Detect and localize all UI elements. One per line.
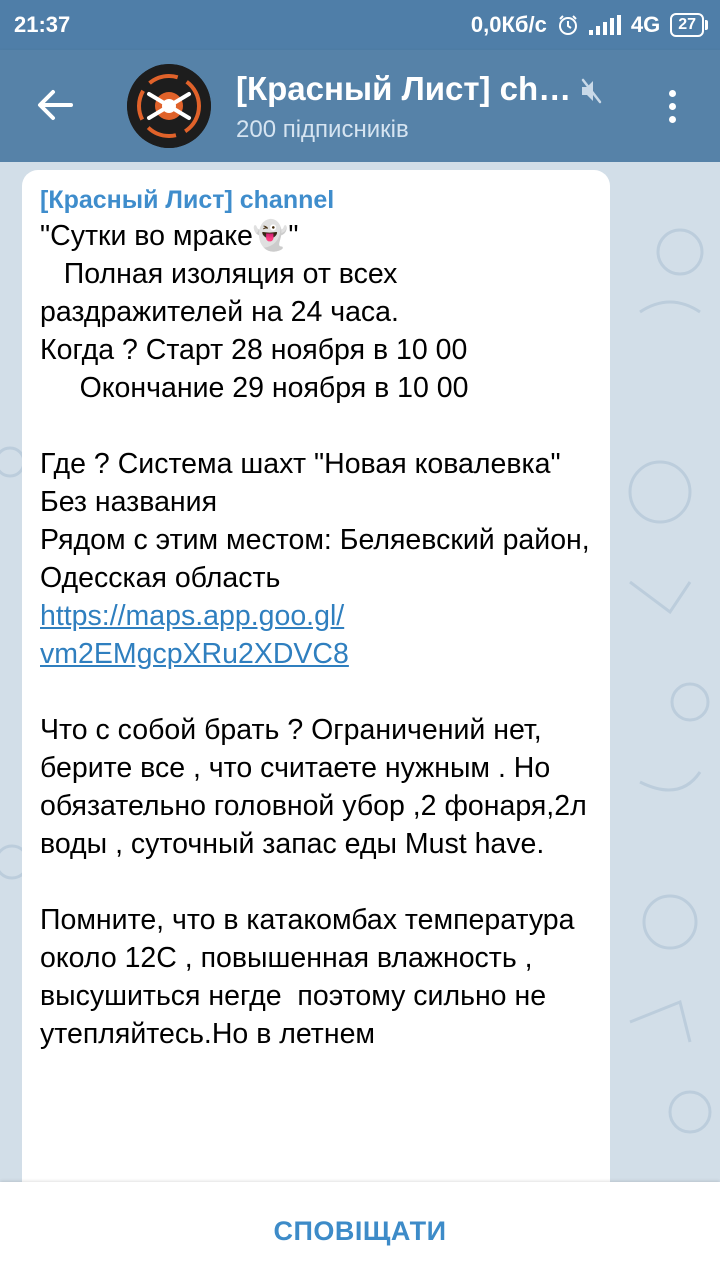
dot-icon bbox=[669, 103, 676, 110]
battery-level: 27 bbox=[678, 16, 696, 33]
maps-link[interactable] bbox=[40, 600, 349, 670]
status-indicators bbox=[471, 12, 704, 38]
message-paragraph-2: Что с собой брать ? Ограничений нет, берите все , что считаете нужным . Но обязательно головной убор ,2 фонаря,2л воды , суточный запас еды Must have. Помните, что в катакомбах температура около 12С , повышенная влажность , высушиться негде поэтому сильно не утепляйтесь.Но в летнем bbox=[40, 714, 587, 1050]
battery-icon bbox=[670, 13, 704, 37]
network-type: 4G bbox=[630, 12, 661, 37]
channel-title[interactable]: [Красный Лист] ch… bbox=[236, 70, 572, 107]
bottom-bar bbox=[0, 1182, 720, 1280]
back-button[interactable] bbox=[30, 80, 80, 130]
arrow-left-icon bbox=[37, 89, 73, 121]
message-bubble[interactable] bbox=[22, 170, 610, 1270]
maps-link-part-2: vm2EMgcpXRu2XDVC8 bbox=[40, 638, 349, 670]
maps-link-part-1: https://maps.app.goo.gl/ bbox=[40, 600, 345, 632]
notify-button[interactable]: СПОВІЩАТИ bbox=[273, 1215, 447, 1246]
subscriber-count: 200 підписників bbox=[236, 116, 409, 143]
dot-icon bbox=[669, 116, 676, 123]
dot-icon bbox=[669, 90, 676, 97]
message-text bbox=[40, 217, 592, 1053]
signal-icon bbox=[589, 15, 621, 35]
channel-header bbox=[0, 50, 720, 162]
status-time: 21:37 bbox=[14, 12, 71, 37]
muted-icon bbox=[580, 78, 602, 104]
message-paragraph-1: "Сутки во мраке👻" Полная изоляция от всех раздражителей на 24 часа. Когда ? Старт 28 ноября в 10 00 Окончание 29 ноября в 10 00 Где ? Система шахт "Новая ковалевка" Без названия Рядом с этим местом: Беляевский район, Одесская область bbox=[40, 220, 590, 594]
message-author[interactable]: [Красный Лист] channel bbox=[40, 186, 335, 214]
net-speed: 0,0Кб/с bbox=[470, 12, 547, 37]
channel-logo-icon bbox=[127, 64, 211, 148]
alarm-icon bbox=[557, 14, 579, 36]
channel-avatar[interactable] bbox=[127, 64, 211, 148]
more-options-button[interactable] bbox=[652, 80, 692, 132]
status-bar bbox=[0, 0, 720, 50]
